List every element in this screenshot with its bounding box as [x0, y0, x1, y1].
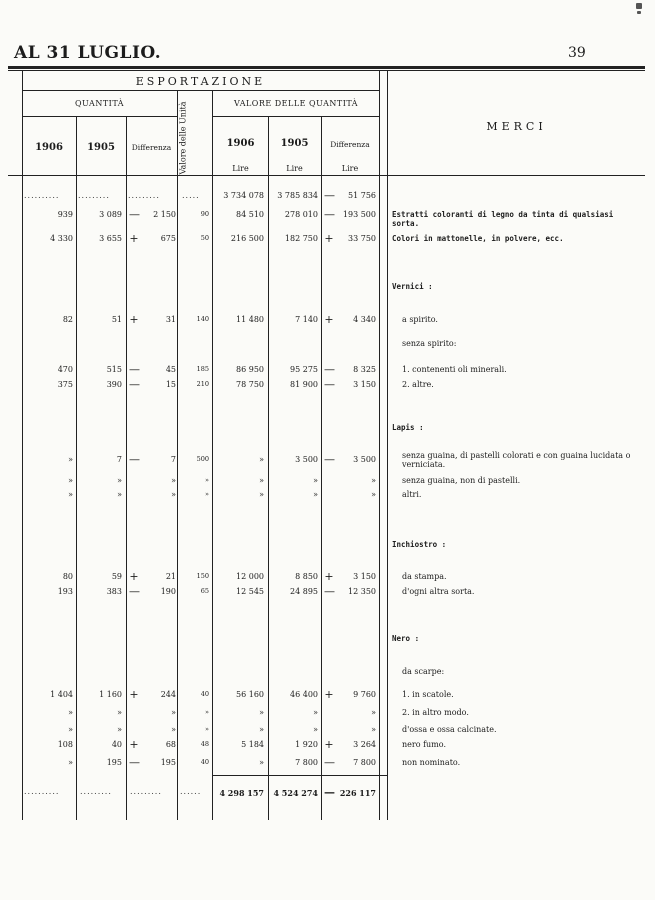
cell-vdiff: 33 750 [348, 234, 376, 243]
col-rule [321, 116, 322, 820]
cell-q1905: 195 [106, 758, 122, 767]
col-rule [387, 70, 388, 820]
cell-v1905: 7 140 [295, 315, 318, 324]
cell-vdiff: 4 340 [353, 315, 376, 324]
merci-label: Nero : [392, 634, 420, 643]
cell-vsign: — [324, 786, 335, 799]
cell-unit: » [205, 725, 209, 733]
cell-vdiff: 9 760 [353, 690, 376, 699]
header-lire: Lire [286, 164, 303, 173]
col-rule [379, 70, 380, 820]
cell-v1906: 4 298 157 [219, 788, 264, 798]
cell-qdiff: 190 [160, 587, 176, 596]
cell-vsign: — [324, 585, 335, 598]
cell-q1906: 375 [57, 380, 73, 389]
cell-v1906: 5 184 [241, 740, 264, 749]
cell-qdiff: 195 [160, 758, 176, 767]
cell-q1905: » [117, 725, 122, 734]
cell-v1905: 95 275 [290, 365, 318, 374]
merci-label: a spirito. [402, 315, 438, 324]
cell-unit: » [205, 476, 209, 484]
header-quantita: QUANTITÀ [74, 99, 124, 108]
cell-unit: 500 [196, 455, 209, 463]
cell-qdiff: » [171, 490, 176, 499]
header-qdiff: Differenza [131, 143, 172, 152]
cell-unit: 140 [196, 315, 209, 323]
cell-q1906: » [68, 476, 73, 485]
cell-v1906: 11 480 [236, 315, 264, 324]
top-double-rule [8, 66, 645, 69]
cell-q1905: 390 [106, 380, 122, 389]
merci-label: Vernici : [392, 282, 433, 291]
merci-label: Lapis : [392, 423, 424, 432]
cell-qdiff: 675 [160, 234, 176, 243]
cell-vdiff: 51 756 [348, 191, 376, 200]
cell-v1905: 278 010 [284, 210, 318, 219]
cell-vsign: + [324, 232, 334, 245]
cell-q1905: 40 [111, 740, 122, 749]
col-rule [76, 116, 77, 820]
cell-qsign: — [129, 585, 140, 598]
cell-qsign: + [129, 738, 139, 751]
cell-v1906: 84 510 [236, 210, 264, 219]
leader-dots: .......... [24, 191, 60, 200]
cell-qsign: — [129, 756, 140, 769]
cell-vdiff: 3 500 [353, 455, 376, 464]
cell-vdiff: » [371, 725, 376, 734]
cell-unit: 40 [200, 758, 209, 766]
cell-q1905: » [117, 708, 122, 717]
cell-v1906: » [259, 476, 264, 485]
merci-label: Inchiostro : [392, 540, 447, 549]
cell-q1906: 193 [57, 587, 73, 596]
cell-unit: 50 [200, 234, 209, 242]
cell-qsign: + [129, 232, 139, 245]
cell-v1905: 81 900 [290, 380, 318, 389]
cell-unit: 40 [200, 690, 209, 698]
header-lire: Lire [341, 164, 359, 173]
col-rule [212, 90, 213, 820]
cell-qsign: — [129, 453, 140, 466]
merci-label: senza spirito: [402, 339, 457, 348]
merci-label: Estratti coloranti di legno da tinta di qualsiasi sorta. [392, 210, 614, 228]
cell-v1906: » [259, 455, 264, 464]
cell-vdiff: 193 500 [342, 210, 376, 219]
leader-dots: ......... [128, 191, 160, 200]
cell-qdiff: 68 [165, 740, 176, 749]
cell-q1906: 108 [57, 740, 73, 749]
cell-q1905: 59 [111, 572, 122, 581]
cell-vsign: — [324, 453, 335, 466]
cell-v1906: 12 545 [236, 587, 264, 596]
header-bottom-rule [8, 175, 645, 176]
cell-qdiff: 21 [165, 572, 176, 581]
cell-v1905: 7 800 [295, 758, 318, 767]
col-rule [268, 116, 269, 820]
cell-v1906: 78 750 [236, 380, 264, 389]
cell-q1905: » [117, 490, 122, 499]
header-rule-2 [22, 116, 177, 117]
cell-v1905: 4 524 274 [273, 788, 318, 798]
cell-qdiff: 31 [165, 315, 176, 324]
leader-dots: ......... [80, 787, 112, 796]
merci-label: da scarpe: [402, 667, 445, 676]
header-rule-3 [213, 116, 379, 117]
cell-qdiff: 2 150 [153, 210, 176, 219]
running-title: AL 31 LUGLIO. [14, 43, 162, 63]
cell-vdiff: » [371, 708, 376, 717]
cell-q1906: 4 330 [50, 234, 73, 243]
cell-vdiff: 8 325 [353, 365, 376, 374]
cell-q1905: 51 [111, 315, 122, 324]
merci-label: d'ossa e ossa calcinate. [402, 725, 497, 734]
cell-vdiff: 3 150 [353, 572, 376, 581]
header-v1905: 1905 [280, 138, 309, 149]
cell-v1906: 86 950 [236, 365, 264, 374]
leader-dots: ...... [180, 787, 202, 796]
cell-qdiff: 7 [170, 455, 176, 464]
cell-qdiff: » [171, 476, 176, 485]
cell-v1906: 12 000 [236, 572, 264, 581]
merci-label: 1. contenenti oli minerali. [402, 365, 507, 374]
header-q1906: 1906 [35, 142, 63, 153]
cell-v1906: » [259, 708, 264, 717]
merci-label: altri. [402, 490, 422, 499]
cell-q1906: » [68, 758, 73, 767]
merci-label: 1. in scatole. [402, 690, 454, 699]
merci-label: senza guaina, di pastelli colorati e con guaina lucidata o verniciata. [402, 451, 631, 469]
cell-v1905: » [313, 476, 318, 485]
cell-v1905: » [313, 725, 318, 734]
cell-q1906: » [68, 708, 73, 717]
cell-q1906: 939 [57, 210, 73, 219]
cell-v1905: 3 500 [295, 455, 318, 464]
cell-q1905: 515 [106, 365, 122, 374]
merci-label: senza guaina, non di pastelli. [402, 476, 521, 485]
merci-label: d'ogni altra sorta. [402, 587, 475, 596]
header-v1906: 1906 [226, 138, 255, 149]
cell-qsign: — [129, 378, 140, 391]
cell-qsign: — [129, 363, 140, 376]
cell-vsign: — [324, 756, 335, 769]
cell-vsign: + [324, 738, 334, 751]
cell-qsign: + [129, 570, 139, 583]
header-vdiff: Differenza [330, 140, 370, 149]
cell-q1905: » [117, 476, 122, 485]
header-valore-quantita: VALORE DELLE QUANTITÀ [233, 99, 359, 108]
cell-q1905: 3 655 [99, 234, 122, 243]
cell-vdiff: 3 264 [353, 740, 376, 749]
cell-v1906: » [259, 725, 264, 734]
cell-qdiff: 244 [160, 690, 176, 699]
cell-v1905: 1 920 [295, 740, 318, 749]
cell-qdiff: 15 [165, 380, 176, 389]
cell-qsign: — [129, 208, 140, 221]
cell-unit: 48 [200, 740, 209, 748]
cell-v1905: 46 400 [290, 690, 318, 699]
cell-v1905: 3 785 834 [277, 191, 318, 200]
cell-vsign: + [324, 313, 334, 326]
cell-q1906: » [68, 490, 73, 499]
cell-q1906: 82 [62, 315, 73, 324]
cell-v1905: » [313, 490, 318, 499]
leader-dots: ......... [78, 191, 110, 200]
cell-v1905: » [313, 708, 318, 717]
cell-v1906: 3 734 078 [223, 191, 264, 200]
header-rule-1 [22, 90, 379, 91]
header-merci: MERCI [486, 120, 547, 133]
cell-unit: » [205, 708, 209, 716]
cell-v1905: 182 750 [284, 234, 318, 243]
col-rule [22, 70, 23, 820]
top-rule [8, 70, 645, 71]
cell-vsign: — [324, 378, 335, 391]
cell-vdiff: 7 800 [353, 758, 376, 767]
header-esportazione: ESPORTAZIONE [135, 75, 266, 88]
cell-vdiff: » [371, 490, 376, 499]
leader-dots: ..... [182, 191, 200, 200]
cell-v1906: 216 500 [230, 234, 264, 243]
cell-q1905: 7 [116, 455, 122, 464]
cell-vsign: — [324, 208, 335, 221]
cell-q1906: 470 [57, 365, 73, 374]
cell-vdiff: 12 350 [348, 587, 376, 596]
cell-v1906: 56 160 [236, 690, 264, 699]
merci-label: Colori in mattonelle, in polvere, ecc. [392, 234, 564, 243]
cell-q1905: 383 [106, 587, 122, 596]
leader-dots: ......... [130, 787, 162, 796]
merci-label: 2. altre. [402, 380, 434, 389]
merci-label: non nominato. [402, 758, 461, 767]
cell-q1906: 80 [62, 572, 73, 581]
cell-q1906: » [68, 455, 73, 464]
cell-vsign: — [324, 363, 335, 376]
leader-dots: .......... [24, 787, 60, 796]
page-number: 39 [568, 45, 586, 61]
cell-qsign: + [129, 688, 139, 701]
cell-vsign: + [324, 570, 334, 583]
scan-speck [636, 3, 642, 9]
cell-unit: 65 [200, 587, 209, 595]
merci-label: nero fumo. [402, 740, 446, 749]
cell-v1906: » [259, 490, 264, 499]
cell-unit: 185 [196, 365, 209, 373]
header-q1905: 1905 [87, 142, 115, 153]
cell-q1905: 3 089 [99, 210, 122, 219]
col-rule [126, 116, 127, 820]
merci-label: 2. in altro modo. [402, 708, 469, 717]
cell-q1906: 1 404 [50, 690, 73, 699]
scan-speck [637, 11, 641, 14]
cell-unit: 150 [196, 572, 209, 580]
cell-v1905: 24 895 [290, 587, 318, 596]
cell-qdiff: » [171, 708, 176, 717]
col-rule [177, 90, 178, 820]
cell-qsign: + [129, 313, 139, 326]
cell-unit: » [205, 490, 209, 498]
cell-unit: 90 [200, 210, 209, 218]
cell-v1906: » [259, 758, 264, 767]
header-unit-value: Valore delle Unità [178, 101, 187, 174]
cell-vsign: + [324, 688, 334, 701]
merci-label: da stampa. [402, 572, 447, 581]
cell-unit: 210 [196, 380, 209, 388]
cell-vsign: — [324, 189, 335, 202]
cell-vdiff: 226 117 [339, 788, 376, 798]
header-lire: Lire [232, 164, 249, 173]
cell-q1906: » [68, 725, 73, 734]
cell-vdiff: 3 150 [353, 380, 376, 389]
cell-vdiff: » [371, 476, 376, 485]
cell-qdiff: » [171, 725, 176, 734]
total-rule [213, 775, 387, 776]
cell-qdiff: 45 [165, 365, 176, 374]
cell-q1905: 1 160 [99, 690, 122, 699]
cell-v1905: 8 850 [295, 572, 318, 581]
